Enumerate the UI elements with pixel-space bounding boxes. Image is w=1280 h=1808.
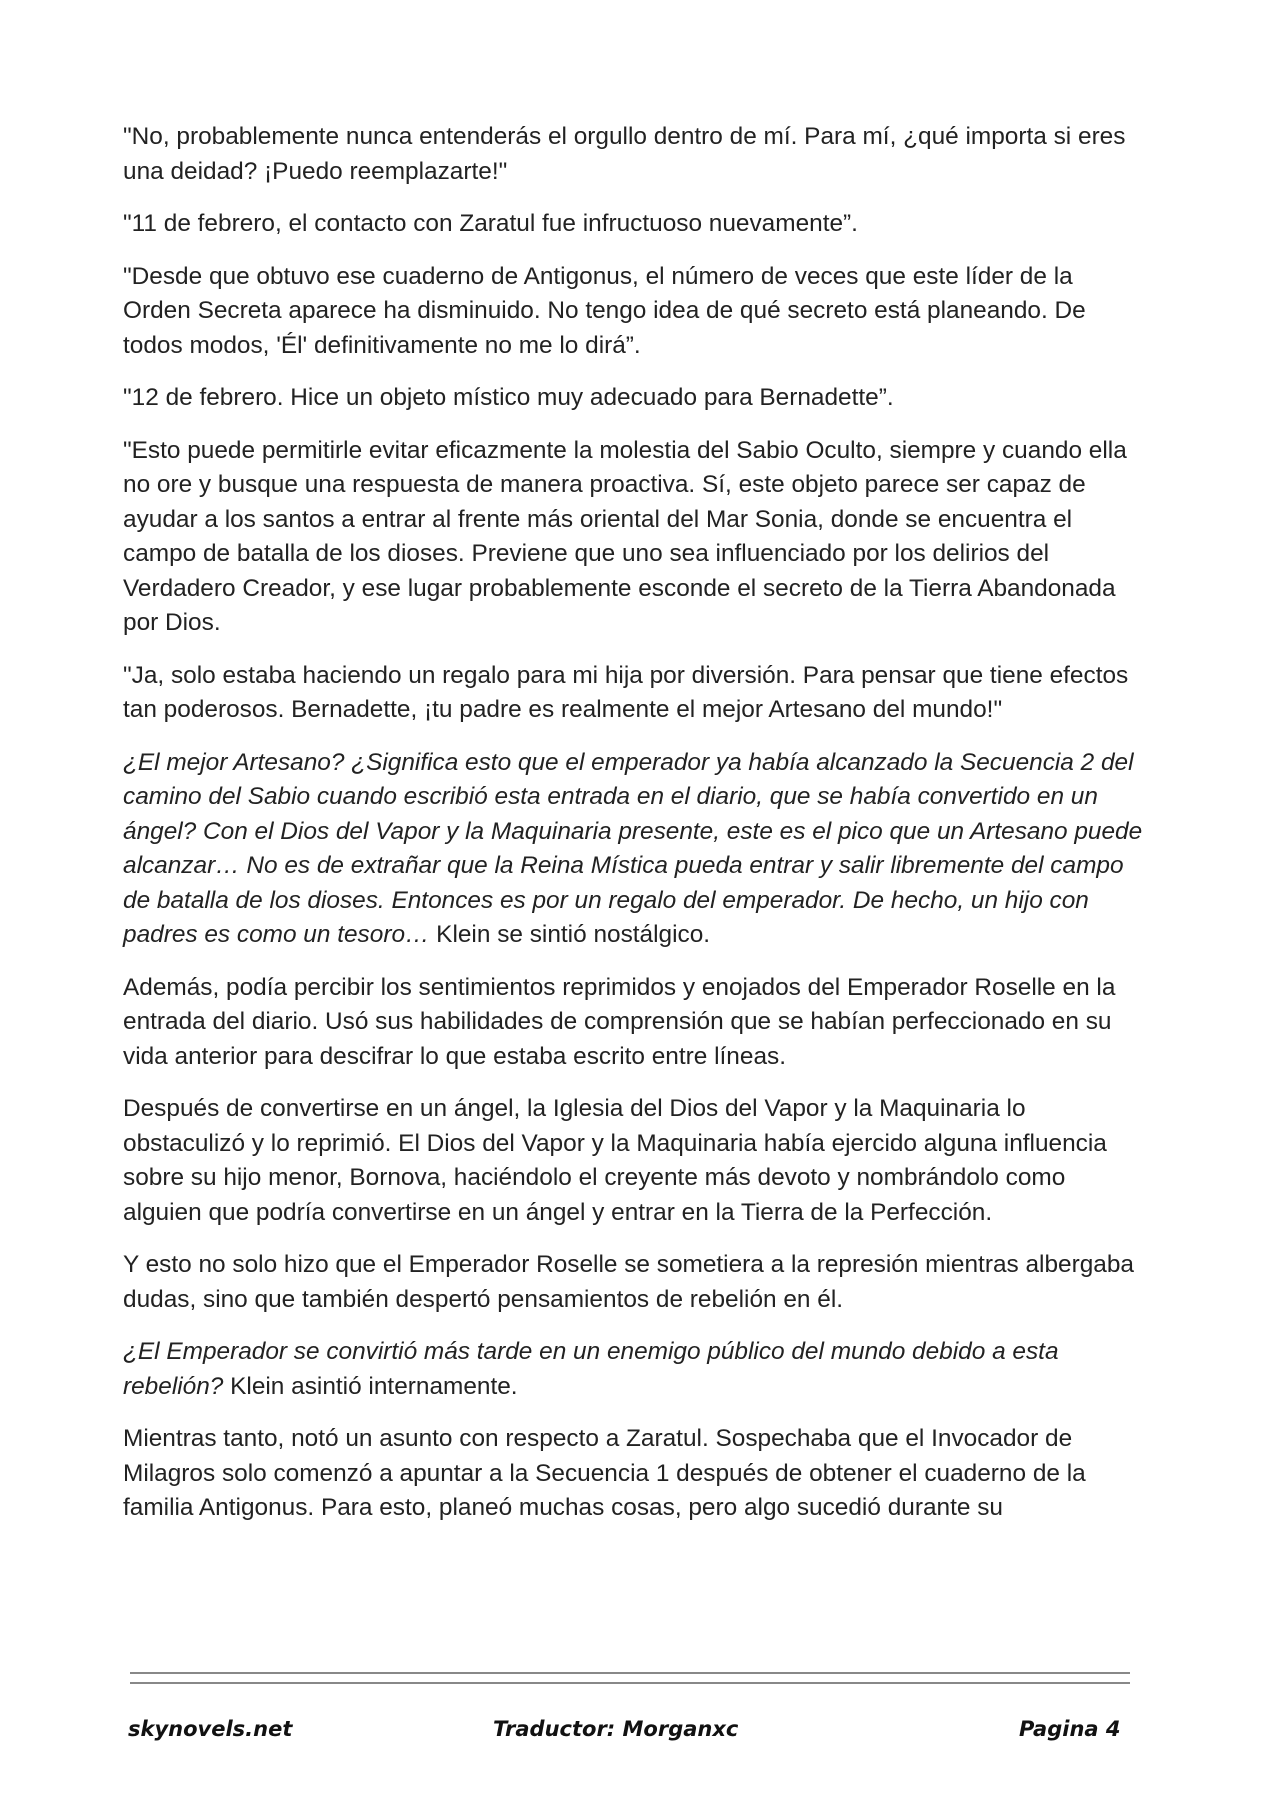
paragraph-italic-text: ¿El Emperador se convirtió más tarde en un enemigo público del mundo debido a esta rebelión? xyxy=(123,1338,1059,1400)
paragraph-text: "Ja, solo estaba haciendo un regalo para mi hija por diversión. Para pensar que tiene efectos tan poderosos. Bernadette, ¡tu padre es realmente el mejor Artesano del mundo!" xyxy=(123,661,1129,723)
paragraph xyxy=(123,434,1143,641)
paragraph-text: "11 de febrero, el contacto con Zaratul fue infructuoso nuevamente”. xyxy=(123,210,858,237)
paragraph-text: "Desde que obtuvo ese cuaderno de Antigonus, el número de veces que este líder de la Orden Secreta aparece ha disminuido. No tengo idea de qué secreto está planeando. De todos modos, 'Él' definitivamente no me lo dirá”. xyxy=(123,262,1086,359)
footer-site: skynovels.net xyxy=(128,1717,293,1741)
paragraph-text: "12 de febrero. Hice un objeto místico muy adecuado para Bernadette”. xyxy=(123,384,894,411)
footer-translator: Traductor: Morganxc xyxy=(493,1717,739,1741)
footer-divider-top xyxy=(130,1672,1130,1674)
page-body xyxy=(123,120,1143,1544)
paragraph-text: Klein se sintió nostálgico. xyxy=(429,921,711,948)
paragraph-text: Mientras tanto, notó un asunto con respecto a Zaratul. Sospechaba que el Invocador de Milagros solo comenzó a apuntar a la Secuencia 1 después de obtener el cuaderno de la familia Antigonus. Para esto, planeó muchas cosas, pero algo sucedió durante su xyxy=(123,1425,1086,1521)
paragraph-text: Después de convertirse en un ángel, la Iglesia del Dios del Vapor y la Maquinaria lo obstaculizó y lo reprimió. El Dios del Vapor y la Maquinaria había ejercido alguna influencia sobre su hijo menor, Bornova, haciéndolo el creyente más devoto y nombrándolo como alguien que podría convertirse en un ángel y entrar en la Tierra de la Perfección. xyxy=(123,1095,1107,1226)
paragraph xyxy=(123,971,1143,1075)
paragraph xyxy=(123,260,1143,364)
paragraph-text: Además, podía percibir los sentimientos reprimidos y enojados del Emperador Roselle en la entrada del diario. Usó sus habilidades de comprensión que se habían perfeccionado en su vida anterior para descifrar lo que estaba escrito entre líneas. xyxy=(123,973,1116,1070)
paragraph xyxy=(123,1422,1143,1526)
paragraph-text: Y esto no solo hizo que el Emperador Roselle se sometiera a la represión mientras albergaba dudas, sino que también despertó pensamientos de rebelión en él. xyxy=(123,1251,1134,1313)
footer-divider-bottom xyxy=(130,1682,1130,1684)
paragraph xyxy=(123,1248,1143,1317)
footer-page-number: Pagina 4 xyxy=(1019,1717,1121,1741)
paragraph-text: "No, probablemente nunca entenderás el orgullo dentro de mí. Para mí, ¿qué importa si eres una deidad? ¡Puedo reemplazarte!" xyxy=(123,123,1126,185)
paragraph xyxy=(123,1092,1143,1230)
paragraph xyxy=(123,381,1143,416)
paragraph xyxy=(123,1335,1143,1404)
paragraph xyxy=(123,746,1143,953)
paragraph-text: "Esto puede permitirle evitar eficazmente la molestia del Sabio Oculto, siempre y cuando ella no ore y busque una respuesta de manera proactiva. Sí, este objeto parece ser capaz de ayudar a los santos a entrar al frente más oriental del Mar Sonia, donde se encuentra el campo de batalla de los dioses. Previene que uno sea influenciado por los delirios del Verdadero Creador, y ese lugar probablemente esconde el secreto de la Tierra Abandonada por Dios. xyxy=(123,436,1127,636)
paragraph-italic-text: ¿El mejor Artesano? ¿Significa esto que el emperador ya había alcanzado la Secuencia 2 del camino del Sabio cuando escribió esta entrada en el diario, que se había convertido en un ángel? Con el Dios del Vapor y la Maquinaria presente, este es el pico que un Artesano puede alcanzar… No es de extrañar que la Reina Mística pueda entrar y salir libremente del campo de batalla de los dioses. Entonces es por un regalo del emperador. De hecho, un hijo con padres es como un tesoro… xyxy=(123,748,1143,948)
paragraph xyxy=(123,659,1143,728)
paragraph-text: Klein asintió internamente. xyxy=(223,1372,518,1400)
paragraph xyxy=(123,207,1143,242)
paragraph xyxy=(123,120,1143,189)
